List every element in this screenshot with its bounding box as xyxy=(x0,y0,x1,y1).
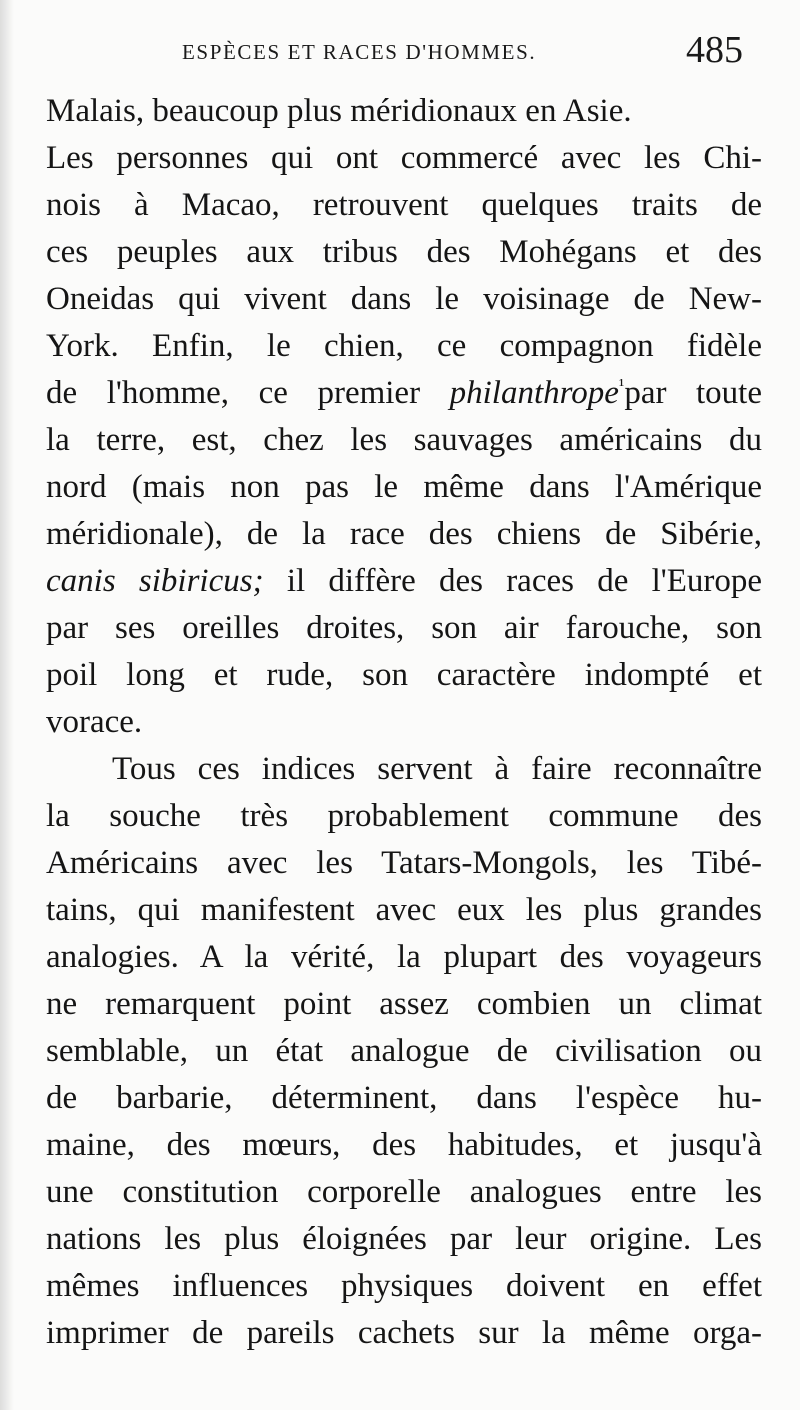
italic-term: canis sibiricus; xyxy=(46,563,264,599)
text-line xyxy=(46,558,762,605)
text-line: une constitution corporelle analogues entre les xyxy=(46,1174,762,1210)
text-run: par toute xyxy=(624,375,762,411)
text-run: il diffère des races de l'Europe xyxy=(263,563,762,599)
text-line: imprimer de pareils cachets sur la même orga- xyxy=(46,1315,762,1351)
text-line: tains, qui manifestent avec eux les plus grandes xyxy=(46,892,762,928)
text-line: vorace. xyxy=(46,704,143,740)
text-line: poil long et rude, son caractère indompté et xyxy=(46,657,762,693)
text-line: Les personnes qui ont commercé avec les Chi- xyxy=(46,140,762,176)
text-line: analogies. A la vérité, la plupart des voyageurs xyxy=(46,939,762,975)
text-line: Oneidas qui vivent dans le voisinage de New- xyxy=(46,281,762,317)
text-line: nord (mais non pas le même dans l'Amérique xyxy=(46,469,762,505)
text-line: la souche très probablement commune des xyxy=(46,798,762,834)
text-line: de barbarie, déterminent, dans l'espèce hu- xyxy=(46,1080,762,1116)
text-line: méridionale), de la race des chiens de Sibérie, xyxy=(46,516,762,552)
text-line: Tous ces indices servent à faire reconnaître xyxy=(112,751,762,787)
text-run: de l'homme, ce premier xyxy=(46,375,450,411)
text-line: la terre, est, chez les sauvages américains du xyxy=(46,422,762,458)
page-header xyxy=(0,28,800,78)
footnote-marker: ¹ xyxy=(618,375,625,395)
italic-term: philanthrope xyxy=(449,375,619,411)
body-text xyxy=(46,88,762,1357)
text-line: ne remarquent point assez combien un climat xyxy=(46,986,762,1022)
text-line: Malais, beaucoup plus méridionaux en Asie. xyxy=(46,93,632,129)
text-line: Américains avec les Tatars-Mongols, les Tibé- xyxy=(46,845,762,881)
text-line: maine, des mœurs, des habitudes, et jusqu'à xyxy=(46,1127,762,1163)
text-line: York. Enfin, le chien, ce compagnon fidèle xyxy=(46,328,762,364)
text-line xyxy=(46,370,762,417)
page-number: 485 xyxy=(686,29,743,71)
text-line: par ses oreilles droites, son air farouche, son xyxy=(46,610,762,646)
text-line: mêmes influences physiques doivent en effet xyxy=(46,1268,762,1304)
running-head: ESPÈCES ET RACES D'HOMMES. xyxy=(182,40,537,64)
text-line: ces peuples aux tribus des Mohégans et des xyxy=(46,234,762,270)
text-line: nois à Macao, retrouvent quelques traits de xyxy=(46,187,762,223)
text-line: semblable, un état analogue de civilisation ou xyxy=(46,1033,762,1069)
text-line: nations les plus éloignées par leur origine. Les xyxy=(46,1221,762,1257)
